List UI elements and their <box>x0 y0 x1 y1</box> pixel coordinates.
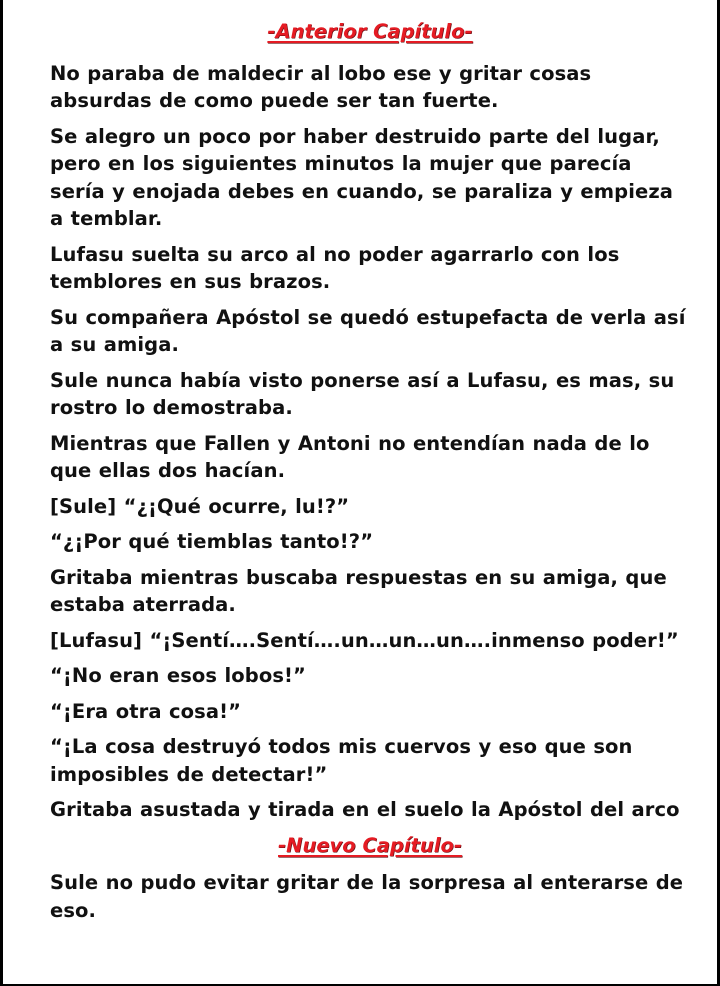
paragraph: Lufasu suelta su arco al no poder agarrarlo con los temblores en sus brazos. <box>50 242 620 293</box>
dialogue-line: “¡No eran esos lobos!” <box>50 664 306 687</box>
paragraph: Gritaba asustada y tirada en el suelo la Apóstol del arco <box>50 798 680 821</box>
paragraph: No paraba de maldecir al lobo ese y gritar cosas absurdas de como puede ser tan fuerte. <box>50 61 592 112</box>
paragraph: Se alegro un poco por haber destruido parte del lugar, pero en los siguientes minutos la mujer que parecía sería y enojada debes en cuando, se paraliza y empieza a temblar. <box>50 124 674 230</box>
paragraph: Mientras que Fallen y Antoni no entendían nada de lo que ellas dos hacían. <box>50 431 650 482</box>
paragraph: Gritaba mientras buscaba respuestas en su amiga, que estaba aterrada. <box>50 565 667 616</box>
previous-chapter-heading: -Anterior Capítulo- <box>267 20 473 43</box>
dialogue-line: “¡Era otra cosa!” <box>50 699 242 723</box>
document-body <box>50 18 690 932</box>
paragraph: Sule no pudo evitar gritar de la sorpresa al enterarse de eso. <box>50 871 684 922</box>
dialogue-line: “¡La cosa destruyó todos mis cuervos y eso que son imposibles de detectar!” <box>50 735 633 786</box>
dialogue-line: “¿¡Por qué tiemblas tanto!?” <box>50 530 374 553</box>
new-chapter-heading: -Nuevo Capítulo- <box>278 833 462 857</box>
dialogue-line: [Lufasu] “¡Sentí….Sentí….un…un…un….inmenso poder!” <box>50 628 679 652</box>
paragraph: Su compañera Apóstol se quedó estupefacta de verla así a su amiga. <box>50 305 686 356</box>
dialogue-line: [Sule] “¿¡Qué ocurre, lu!?” <box>50 494 350 518</box>
paragraph: Sule nunca había visto ponerse así a Lufasu, es mas, su rostro lo demostraba. <box>50 368 675 419</box>
